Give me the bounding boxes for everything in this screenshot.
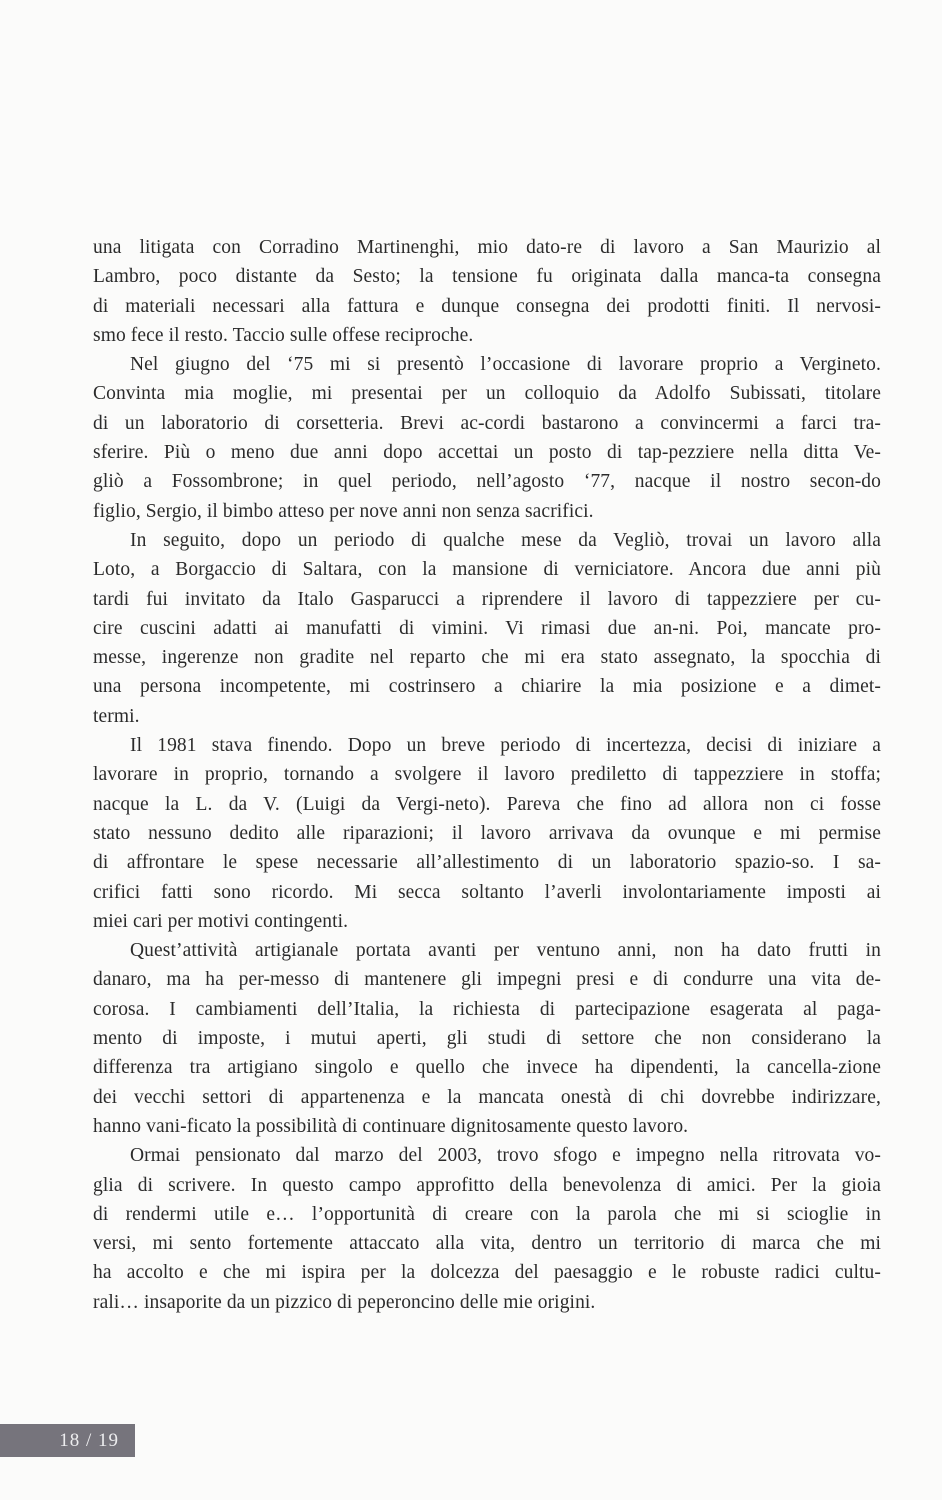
text-line: In seguito, dopo un periodo di qualche mese da Vegliò, trovai un lavoro alla — [130, 529, 881, 551]
text-line: sferire. Più o meno due anni dopo accettai un posto di tap-pezziere nella ditta Ve- — [93, 442, 881, 464]
text-line: una persona incompetente, mi costrinsero a chiarire la mia posizione e a dimet- — [93, 676, 881, 698]
text-line: Loto, a Borgaccio di Saltara, con la mansione di verniciatore. Ancora due anni più — [93, 559, 881, 581]
text-line: differenza tra artigiano singolo e quello che invece ha dipendenti, la cancella-zione — [93, 1057, 881, 1079]
text-line: Nel giugno del ‘75 mi si presentò l’occasione di lavorare proprio a Vergineto. — [130, 354, 881, 376]
page-number-label: 18 / 19 — [59, 1429, 119, 1451]
text-line: di un laboratorio di corsetteria. Brevi ac-cordi bastarono a convincermi a farci tra- — [93, 412, 881, 434]
text-line: ha accolto e che mi ispira per la dolcezza del paesaggio e le robuste radici cultu- — [93, 1262, 881, 1284]
text-line: glia di scrivere. In questo campo approfitto della benevolenza di amici. Per la gioia — [93, 1174, 881, 1196]
text-line: nacque la L. da V. (Luigi da Vergi-neto). Pareva che fino ad allora non ci fosse — [93, 793, 881, 815]
text-line: mento di imposte, i mutui aperti, gli studi di settore che non considerano la — [93, 1028, 881, 1050]
paragraph — [93, 731, 881, 936]
paragraph — [93, 233, 881, 350]
text-line: Lambro, poco distante da Sesto; la tensione fu originata dalla manca-ta consegna — [93, 266, 881, 288]
text-line: danaro, ma ha per-messo di mantenere gli impegni presi e di condurre una vita de- — [93, 969, 881, 991]
paragraph — [93, 526, 881, 731]
paragraph — [93, 1141, 881, 1317]
text-line: di affrontare le spese necessarie all’allestimento di un laboratorio spazio-so. I sa- — [93, 852, 881, 874]
paragraph — [93, 350, 881, 526]
text-line: cire cuscini adatti ai manufatti di vimini. Vi rimasi due an-ni. Poi, mancate pro- — [93, 617, 881, 639]
text-line: tardi fui invitato da Italo Gasparucci a riprendere il lavoro di tappezziere per cu- — [93, 588, 881, 610]
text-block — [93, 233, 881, 1317]
text-line: stato nessuno dedito alle riparazioni; il lavoro arrivava da ovunque e mi permise — [93, 822, 881, 844]
text-line: hanno vani-ficato la possibilità di continuare dignitosamente questo lavoro. — [93, 1115, 689, 1137]
text-line: Ormai pensionato dal marzo del 2003, trovo sfogo e impegno nella ritrovata vo- — [130, 1145, 881, 1167]
text-line: miei cari per motivi contingenti. — [93, 910, 349, 932]
text-line: Quest’attività artigianale portata avanti per ventuno anni, non ha dato frutti in — [130, 940, 881, 962]
text-line: corosa. I cambiamenti dell’Italia, la richiesta di partecipazione esagerata al paga- — [93, 998, 881, 1020]
text-line: dei vecchi settori di appartenenza e la mancata onestà di chi dovrebbe indirizzare, — [93, 1086, 881, 1108]
text-line: crifici fatti sono ricordo. Mi secca soltanto l’averli involontariamente imposti ai — [93, 881, 881, 903]
text-line: di materiali necessari alla fattura e dunque consegna dei prodotti finiti. Il nervosi- — [93, 295, 881, 317]
text-line: rali… insaporite da un pizzico di peperoncino delle mie origini. — [93, 1291, 596, 1313]
text-line: Convinta mia moglie, mi presentai per un colloquio da Adolfo Subissati, titolare — [93, 383, 881, 405]
text-line: messe, ingerenze non gradite nel reparto che mi era stato assegnato, la spocchia di — [93, 647, 881, 669]
text-line: figlio, Sergio, il bimbo atteso per nove anni non senza sacrifici. — [93, 500, 594, 522]
text-line: lavorare in proprio, tornando a svolgere il lavoro prediletto di tappezziere in stoffa; — [93, 764, 881, 786]
text-line: gliò a Fossombrone; in quel periodo, nell’agosto ‘77, nacque il nostro secon-do — [93, 471, 881, 493]
text-line: termi. — [93, 705, 140, 727]
text-line: smo fece il resto. Taccio sulle offese reciproche. — [93, 324, 474, 346]
text-line: di rendermi utile e… l’opportunità di creare con la parola che mi si scioglie in — [93, 1203, 881, 1225]
page-number-badge — [0, 1424, 135, 1457]
text-line: versi, mi sento fortemente attaccato alla vita, dentro un territorio di marca che mi — [93, 1233, 881, 1255]
paragraph — [93, 936, 881, 1141]
text-line: Il 1981 stava finendo. Dopo un breve periodo di incertezza, decisi di iniziare a — [130, 735, 881, 757]
text-line: una litigata con Corradino Martinenghi, mio dato-re di lavoro a San Maurizio al — [93, 237, 881, 258]
